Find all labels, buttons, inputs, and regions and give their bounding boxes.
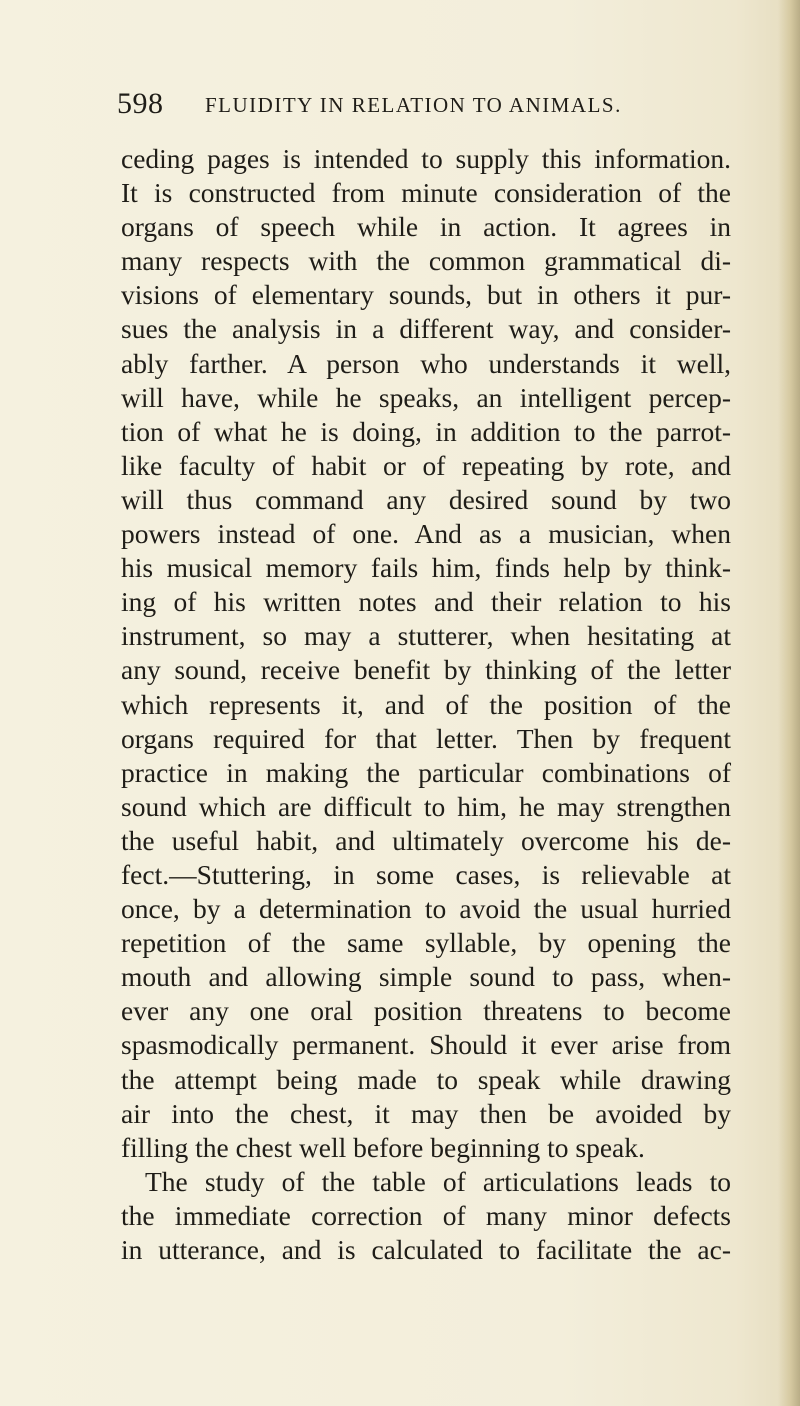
text-line: like faculty of habit or of repeating by rote, and xyxy=(121,449,731,481)
page-edge-shadow xyxy=(778,0,800,1406)
text-line: air into the chest, it may then be avoided by xyxy=(121,1097,731,1129)
page-number: 598 xyxy=(117,87,164,120)
text-line: instrument, so may a stutterer, when hesitating at xyxy=(121,620,731,652)
text-line: repetition of the same syllable, by opening the xyxy=(121,927,731,959)
text-line: visions of elementary sounds, but in others it pur- xyxy=(121,279,731,311)
text-line: tion of what he is doing, in addition to the parrot- xyxy=(121,415,731,447)
text-line: fect.—Stuttering, in some cases, is relievable at xyxy=(121,858,731,890)
body-text xyxy=(121,142,731,1267)
text-line: once, by a determination to avoid the usual hurried xyxy=(121,893,731,925)
text-line: ceding pages is intended to supply this information. xyxy=(121,143,731,174)
text-line: in utterance, and is calculated to facilitate the ac- xyxy=(121,1234,731,1265)
text-line: powers instead of one. And as a musician, when xyxy=(121,518,731,550)
text-line: any sound, receive benefit by thinking of the letter xyxy=(121,654,731,686)
text-line: the immediate correction of many minor defects xyxy=(121,1199,731,1231)
text-line: practice in making the particular combinations of xyxy=(121,756,731,788)
page-header xyxy=(117,84,737,128)
text-line: the useful habit, and ultimately overcome his de- xyxy=(121,824,731,856)
text-line: the attempt being made to speak while drawing xyxy=(121,1063,731,1095)
text-line: his musical memory fails him, finds help by think- xyxy=(121,552,731,584)
text-line: spasmodically permanent. Should it ever arise from xyxy=(121,1029,731,1061)
text-line: sound which are difficult to him, he may strengthen xyxy=(121,790,731,822)
text-line: organs of speech while in action. It agrees in xyxy=(121,211,731,243)
text-line: It is constructed from minute consideration of the xyxy=(121,177,731,209)
text-line: will thus command any desired sound by two xyxy=(121,483,731,515)
text-line: sues the analysis in a different way, and consider- xyxy=(121,313,731,345)
text-line: ing of his written notes and their relation to his xyxy=(121,586,731,618)
text-line: filling the chest well before beginning to speak. xyxy=(121,1131,645,1163)
text-line: organs required for that letter. Then by frequent xyxy=(121,722,731,754)
text-line: many respects with the common grammatical di- xyxy=(121,245,731,277)
text-line: which represents it, and of the position of the xyxy=(121,688,731,720)
text-line: The study of the table of articulations leads to xyxy=(145,1165,731,1197)
running-title: FLUIDITY IN RELATION TO ANIMALS. xyxy=(205,93,622,117)
text-line: ever any one oral position threatens to become xyxy=(121,995,731,1027)
text-line: mouth and allowing simple sound to pass, when- xyxy=(121,961,731,993)
text-line: will have, while he speaks, an intelligent percep- xyxy=(121,381,731,413)
text-line: ably farther. A person who understands it well, xyxy=(121,347,731,379)
